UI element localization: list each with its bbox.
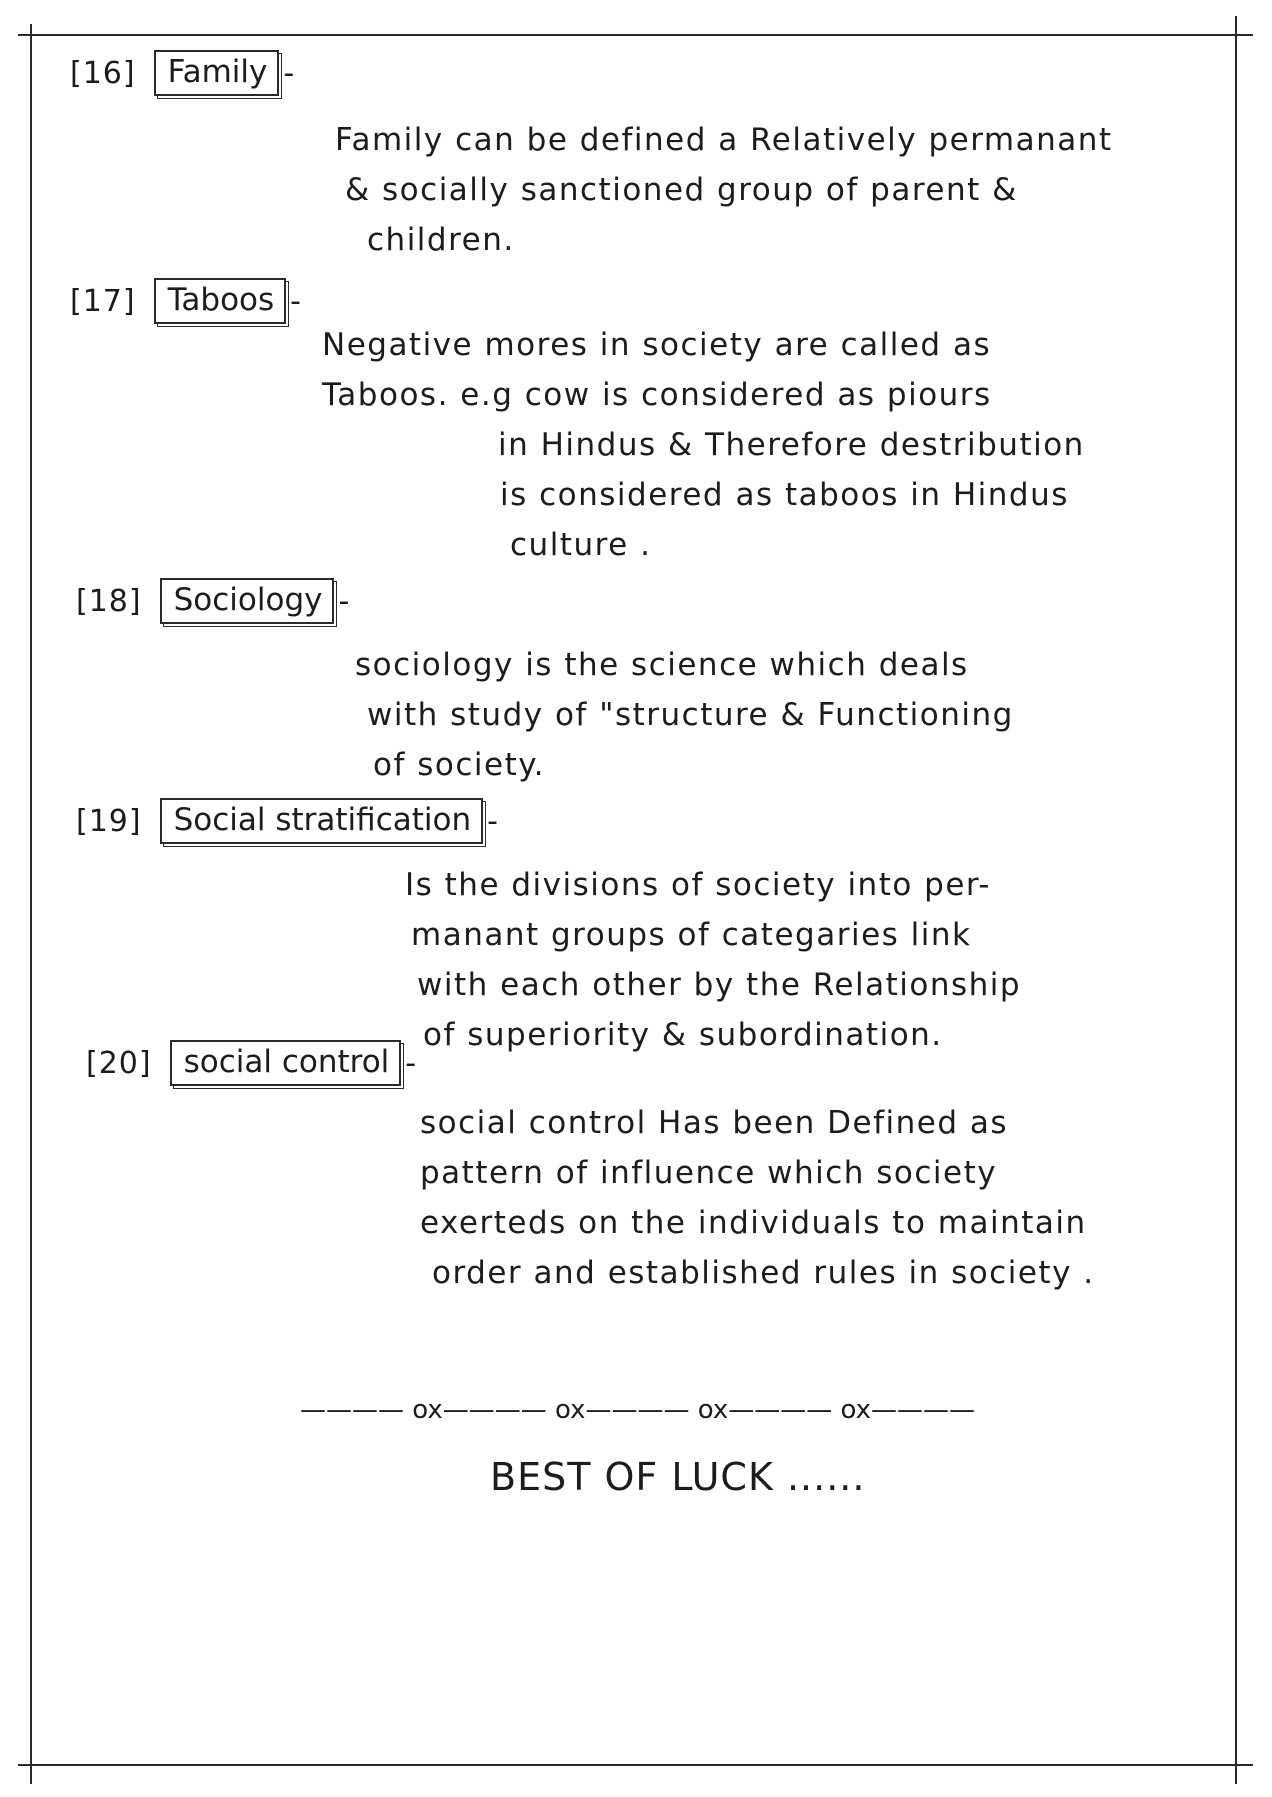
entry-number: [17]	[70, 283, 136, 319]
border-left-line	[30, 24, 32, 1784]
term-dash: -	[338, 583, 350, 619]
definition-line: pattern of influence which society	[420, 1155, 998, 1191]
definition-line: in Hindus & Therefore destribution	[498, 427, 1085, 463]
definition-line: order and established rules in society .	[432, 1255, 1095, 1291]
term-dash: -	[405, 1045, 417, 1081]
closing-message: BEST OF LUCK ......	[490, 1455, 866, 1499]
entry-heading-social-stratification	[76, 798, 498, 844]
entry-heading-social-control	[86, 1040, 416, 1086]
entry-definition-social-stratification	[405, 860, 1021, 1060]
entry-heading-taboos	[70, 278, 301, 324]
definition-line: manant groups of categaries link	[411, 917, 972, 953]
term-dash: -	[487, 803, 498, 839]
definition-line: Is the divisions of society into per-	[405, 867, 991, 903]
entry-number: [16]	[70, 55, 136, 91]
term-dash: -	[290, 283, 301, 319]
border-bottom-line	[18, 1764, 1253, 1766]
definition-line: with each other by the Relationship	[417, 967, 1022, 1003]
definition-line: of society.	[373, 747, 546, 783]
definition-line: & socially sanctioned group of parent &	[345, 172, 1018, 208]
entry-number: [19]	[76, 803, 142, 839]
definition-line: sociology is the science which deals	[355, 647, 969, 683]
definition-line: Taboos. e.g cow is considered as piours	[322, 377, 992, 413]
definition-line: children.	[367, 222, 515, 258]
term-box: Taboos	[154, 278, 287, 324]
definition-line: social control Has been Defined as	[420, 1105, 1009, 1141]
term-box: Sociology	[160, 578, 335, 624]
definition-line: culture .	[510, 527, 652, 563]
entry-definition-family	[335, 115, 1113, 265]
entry-definition-sociology	[355, 640, 1014, 790]
entry-definition-taboos	[322, 320, 1085, 570]
term-box: social control	[170, 1040, 402, 1086]
definition-line: with study of "structure & Functioning	[367, 697, 1014, 733]
end-divider: ———— ox———— ox———— ox———— ox————	[300, 1395, 976, 1425]
definition-line: is considered as taboos in Hindus	[500, 477, 1069, 513]
entry-heading-sociology	[76, 578, 349, 624]
definition-line: Negative mores in society are called as	[322, 327, 992, 363]
term-dash: -	[283, 55, 295, 91]
border-right-line	[1235, 16, 1237, 1784]
entry-heading-family	[70, 50, 294, 96]
term-box: Family	[154, 50, 280, 96]
entry-definition-social-control	[420, 1098, 1095, 1298]
term-box: Social stratification	[160, 798, 484, 844]
entry-number: [18]	[76, 583, 142, 619]
definition-line: of superiority & subordination.	[423, 1017, 943, 1053]
border-top-line	[18, 34, 1253, 36]
definition-line: exerteds on the individuals to maintain	[420, 1205, 1087, 1241]
entry-number: [20]	[86, 1045, 152, 1081]
definition-line: Family can be defined a Relatively permanant	[335, 122, 1113, 158]
